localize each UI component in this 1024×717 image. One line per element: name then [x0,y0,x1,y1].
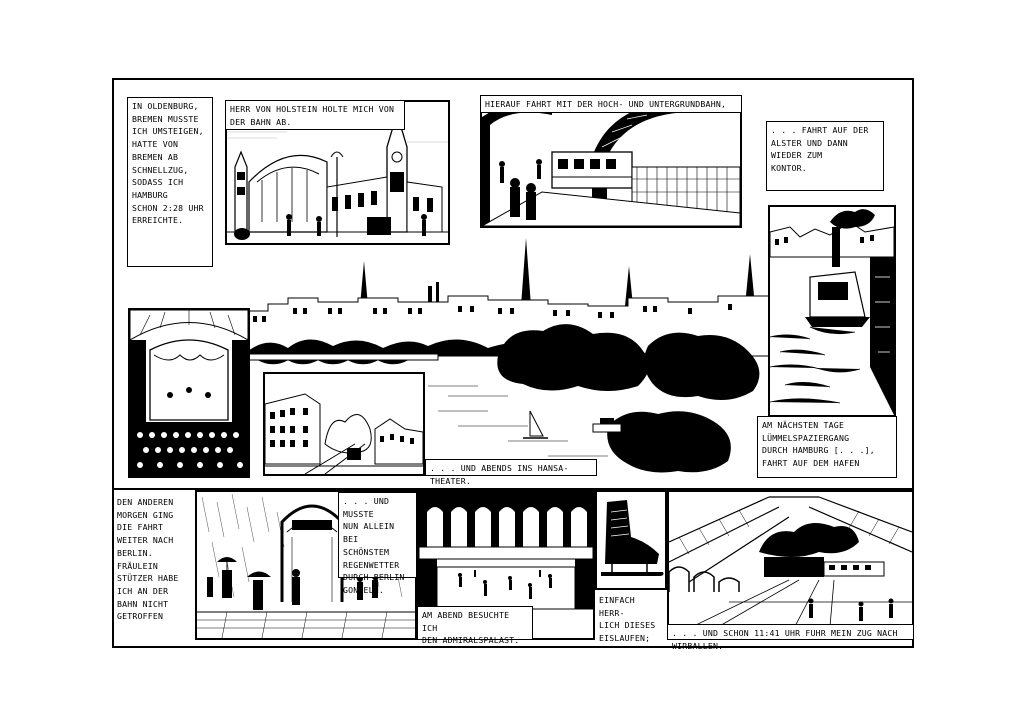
caption-eislaufen: EINFACH HERR- LICH DIESES EISLAUFEN; [599,595,656,644]
theater-stage-icon [130,310,248,476]
caption-hansa: . . . UND ABENDS INS HANSA-THEATER. [425,459,597,476]
panel-ice-skate [595,490,667,590]
caption-admiralspalast: AM ABEND BESUCHTE ICH DEN ADMIRALSPALAST. [417,606,533,640]
panel-hochbahn [480,95,742,228]
caption-holstein: HERR VON HOLSTEIN HOLTE MICH VON DER BAHN AB. [225,100,405,130]
city-street-icon [265,374,423,474]
ice-skate-icon [597,492,665,588]
caption-regenwetter: . . . UND MUSSTE NUN ALLEIN BEI SCHÖNSTEM REGENWETTER DURCH BERLIN GONDELN. [338,492,417,578]
panel-city-street [263,372,425,476]
panel-harbor [768,205,896,417]
caption-oldenburg: IN OLDENBURG, BREMEN MUSSTE ICH UMSTEIGEN, HATTE VON BREMEN AB SCHNELLZUG, SODASS ICH HAMBURG SCHON 2:28 UHR ERREICHTE. [127,97,213,267]
train-station-hall-icon [669,492,912,638]
panel-train-station [667,490,914,640]
caption-hochbahn: HIERAUF FAHRT MIT DER HOCH- UND UNTERGRUNDBAHN, [480,95,742,113]
caption-wirballen: . . . UND SCHON 11:41 UHR FUHR MEIN ZUG NACH WIRBALLEN. [667,624,914,640]
caption-hafen: AM NÄCHSTEN TAGE LÜMMELSPAZIERGANG DURCH HAMBURG [. . .], FAHRT AUF DEM HAFEN [757,416,897,478]
panel-theater [128,308,250,478]
elevated-railway-icon [482,97,740,226]
caption-alster: . . . FAHRT AUF DER ALSTER UND DANN WIEDER ZUM KONTOR. [766,121,884,191]
harbor-steamship-icon [770,207,894,415]
caption-berlin: DEN ANDEREN MORGEN GING DIE FAHRT WEITER NACH BERLIN. FRÄULEIN STÜTZER HABE ICH AN DER BAHN NICHT GETROFFEN [117,497,179,622]
